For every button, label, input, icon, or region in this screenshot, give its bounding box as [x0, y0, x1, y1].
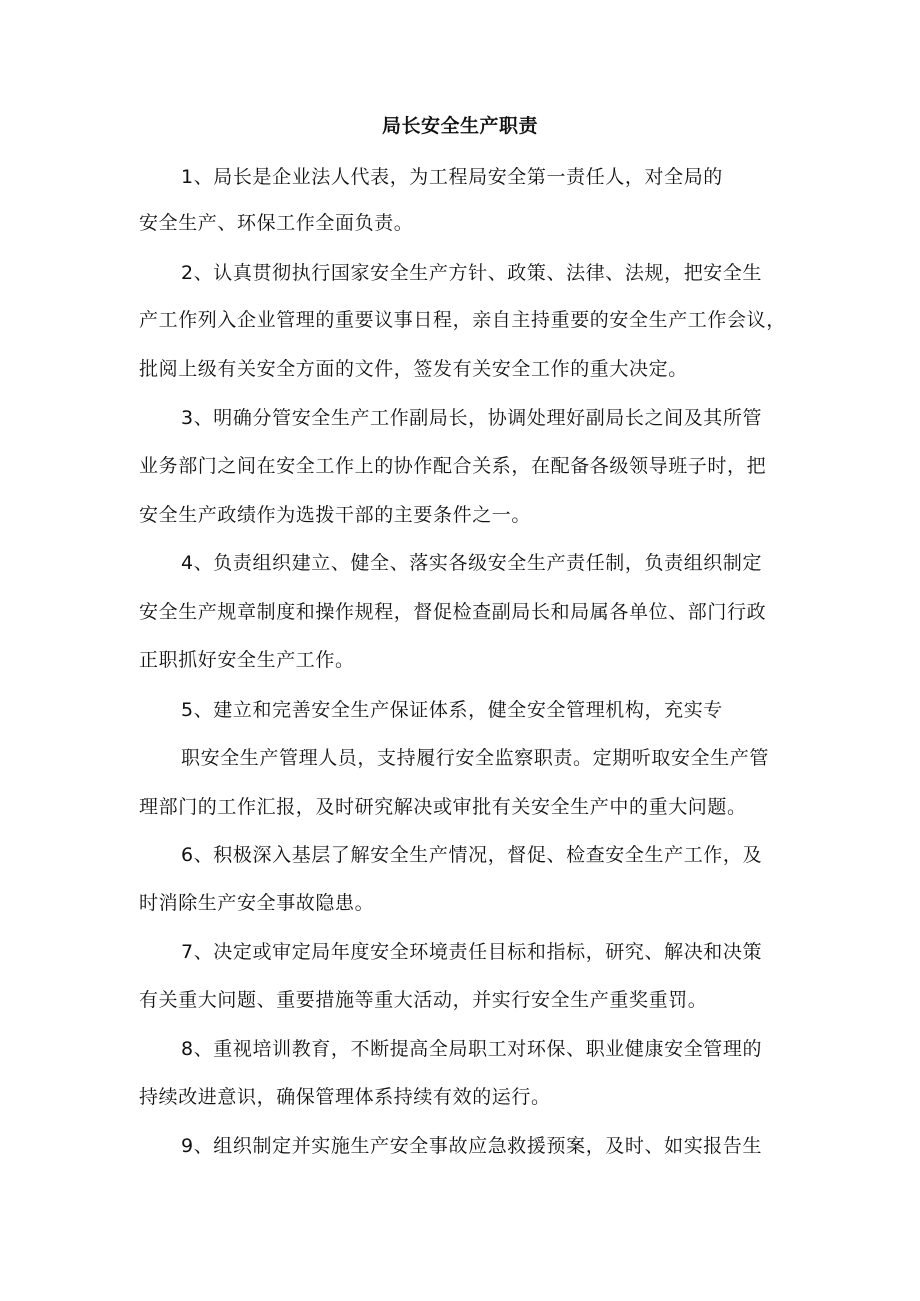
item-3-line-3: 安全生产政绩作为选拨干部的主要条件之一。 [139, 504, 532, 526]
item-1-line-1: 1、局长是企业法人代表，为工程局安全第一责任人，对全局的 [181, 166, 723, 188]
item-8-line-1: 8、重视培训教育，不断提高全局职工对环保、职业健康安全管理的 [181, 1038, 763, 1060]
item-9-line-1: 9、组织制定并实施生产安全事故应急救援预案，及时、如实报告生 [181, 1135, 763, 1157]
item-8-line-2: 持续改进意识，确保管理体系持续有效的运行。 [139, 1086, 551, 1108]
document-title: 局长安全生产职责 [381, 115, 538, 137]
item-1-line-2: 安全生产、环保工作全面负责。 [139, 212, 414, 234]
item-2-line-1: 2、认真贯彻执行国家安全生产方针、政策、法律、法规，把安全生 [181, 262, 763, 284]
item-6-line-1: 6、积极深入基层了解安全生产情况，督促、检查安全生产工作，及 [181, 844, 763, 866]
item-7-line-2: 有关重大问题、重要措施等重大活动，并实行安全生产重奖重罚。 [139, 989, 708, 1011]
item-2-line-2: 产工作列入企业管理的重要议事日程，亲自主持重要的安全生产工作会议， [139, 309, 786, 331]
item-3-line-1: 3、明确分管安全生产工作副局长，协调处理好副局长之间及其所管 [181, 407, 763, 429]
item-4-line-2: 安全生产规章制度和操作规程，督促检查副局长和局属各单位、部门行政 [139, 601, 767, 623]
item-4-line-3: 正职抓好安全生产工作。 [139, 649, 355, 671]
item-3-line-2: 业务部门之间在安全工作上的协作配合关系，在配备各级领导班子时，把 [139, 455, 767, 477]
item-6-line-2: 时消除生产安全事故隐患。 [139, 892, 375, 914]
item-5-line-1: 5、建立和完善安全生产保证体系，健全安全管理机构，充实专 [181, 699, 723, 721]
item-7-line-1: 7、决定或审定局年度安全环境责任目标和指标，研究、解决和决策 [181, 941, 763, 963]
item-5-line-2: 职安全生产管理人员，支持履行安全监察职责。定期听取安全生产管 [181, 747, 770, 769]
item-2-line-3: 批阅上级有关安全方面的文件，签发有关安全工作的重大决定。 [139, 358, 688, 380]
item-4-line-1: 4、负责组织建立、健全、落实各级安全生产责任制，负责组织制定 [181, 552, 763, 574]
item-5-line-3: 理部门的工作汇报，及时研究解决或审批有关安全生产中的重大问题。 [139, 796, 747, 818]
